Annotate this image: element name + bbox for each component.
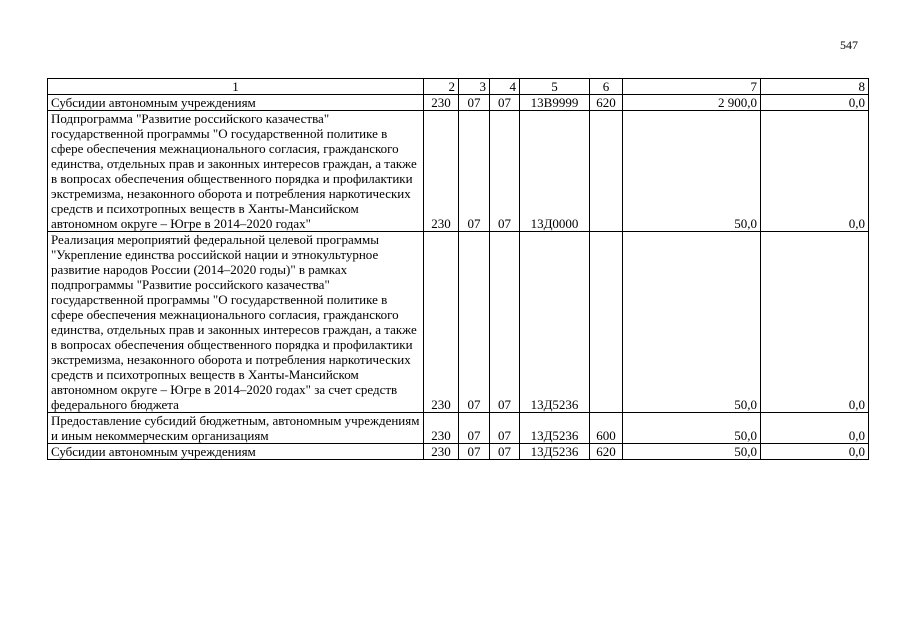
cell-col-2: 230	[424, 111, 459, 232]
header-col-4: 4	[490, 79, 520, 95]
cell-col-4: 07	[490, 95, 520, 111]
cell-col-6: 600	[590, 413, 623, 444]
budget-table	[47, 78, 869, 460]
cell-col-5: 13В9999	[520, 95, 590, 111]
header-col-7: 7	[623, 79, 761, 95]
cell-col-5: 13Д5236	[520, 444, 590, 460]
cell-col-8: 0,0	[761, 413, 869, 444]
header-col-3: 3	[459, 79, 490, 95]
cell-col-8: 0,0	[761, 232, 869, 413]
cell-col-7: 50,0	[623, 444, 761, 460]
header-col-1: 1	[48, 79, 424, 95]
cell-col-2: 230	[424, 413, 459, 444]
cell-col-2: 230	[424, 95, 459, 111]
cell-col-8: 0,0	[761, 444, 869, 460]
row-description: Подпрограмма "Развитие российского казачества" государственной программы "О государственной политике в сфере обеспечения межнационального согласия, гражданского единства, отдельных прав и законных интересов граждан, а также в вопросах обеспечения общественного порядка и профилактики экстремизма, незаконного оборота и потребления наркотических средств и психотропных веществ в Ханты-Мансийском автономном округе – Югре в 2014–2020 годах"	[48, 111, 424, 232]
cell-col-7: 50,0	[623, 232, 761, 413]
cell-col-3: 07	[459, 413, 490, 444]
cell-col-8: 0,0	[761, 95, 869, 111]
table-row	[48, 413, 869, 444]
cell-col-4: 07	[490, 111, 520, 232]
row-description: Субсидии автономным учреждениям	[48, 95, 424, 111]
header-col-6: 6	[590, 79, 623, 95]
cell-col-3: 07	[459, 95, 490, 111]
cell-col-5: 13Д0000	[520, 111, 590, 232]
table-row	[48, 111, 869, 232]
row-description: Реализация мероприятий федеральной целевой программы "Укрепление единства российской нации и этнокультурное развитие народов России (2014–2020 годы)" в рамках подпрограммы "Развитие российского казачества" государственной программы "О государственной политике в сфере обеспечения межнационального согласия, гражданского единства, отдельных прав и законных интересов граждан, а также в вопросах обеспечения общественного порядка и профилактики экстремизма, незаконного оборота и потребления наркотических средств и психотропных веществ в Ханты-Мансийском автономном округе – Югре в 2014–2020 годах" за счет средств федерального бюджета	[48, 232, 424, 413]
cell-col-5: 13Д5236	[520, 413, 590, 444]
cell-col-3: 07	[459, 232, 490, 413]
header-col-5: 5	[520, 79, 590, 95]
cell-col-6	[590, 232, 623, 413]
cell-col-3: 07	[459, 444, 490, 460]
cell-col-3: 07	[459, 111, 490, 232]
cell-col-7: 50,0	[623, 413, 761, 444]
header-col-2: 2	[424, 79, 459, 95]
cell-col-4: 07	[490, 232, 520, 413]
cell-col-4: 07	[490, 413, 520, 444]
cell-col-7: 2 900,0	[623, 95, 761, 111]
page-number: 547	[840, 38, 858, 52]
row-description: Субсидии автономным учреждениям	[48, 444, 424, 460]
cell-col-5: 13Д5236	[520, 232, 590, 413]
header-col-8: 8	[761, 79, 869, 95]
table-row	[48, 232, 869, 413]
table-header-row	[48, 79, 869, 95]
cell-col-2: 230	[424, 232, 459, 413]
cell-col-7: 50,0	[623, 111, 761, 232]
table-row	[48, 95, 869, 111]
cell-col-2: 230	[424, 444, 459, 460]
cell-col-4: 07	[490, 444, 520, 460]
cell-col-6	[590, 111, 623, 232]
cell-col-6: 620	[590, 444, 623, 460]
cell-col-8: 0,0	[761, 111, 869, 232]
table-row	[48, 444, 869, 460]
cell-col-6: 620	[590, 95, 623, 111]
row-description: Предоставление субсидий бюджетным, автономным учреждениям и иным некоммерческим организациям	[48, 413, 424, 444]
